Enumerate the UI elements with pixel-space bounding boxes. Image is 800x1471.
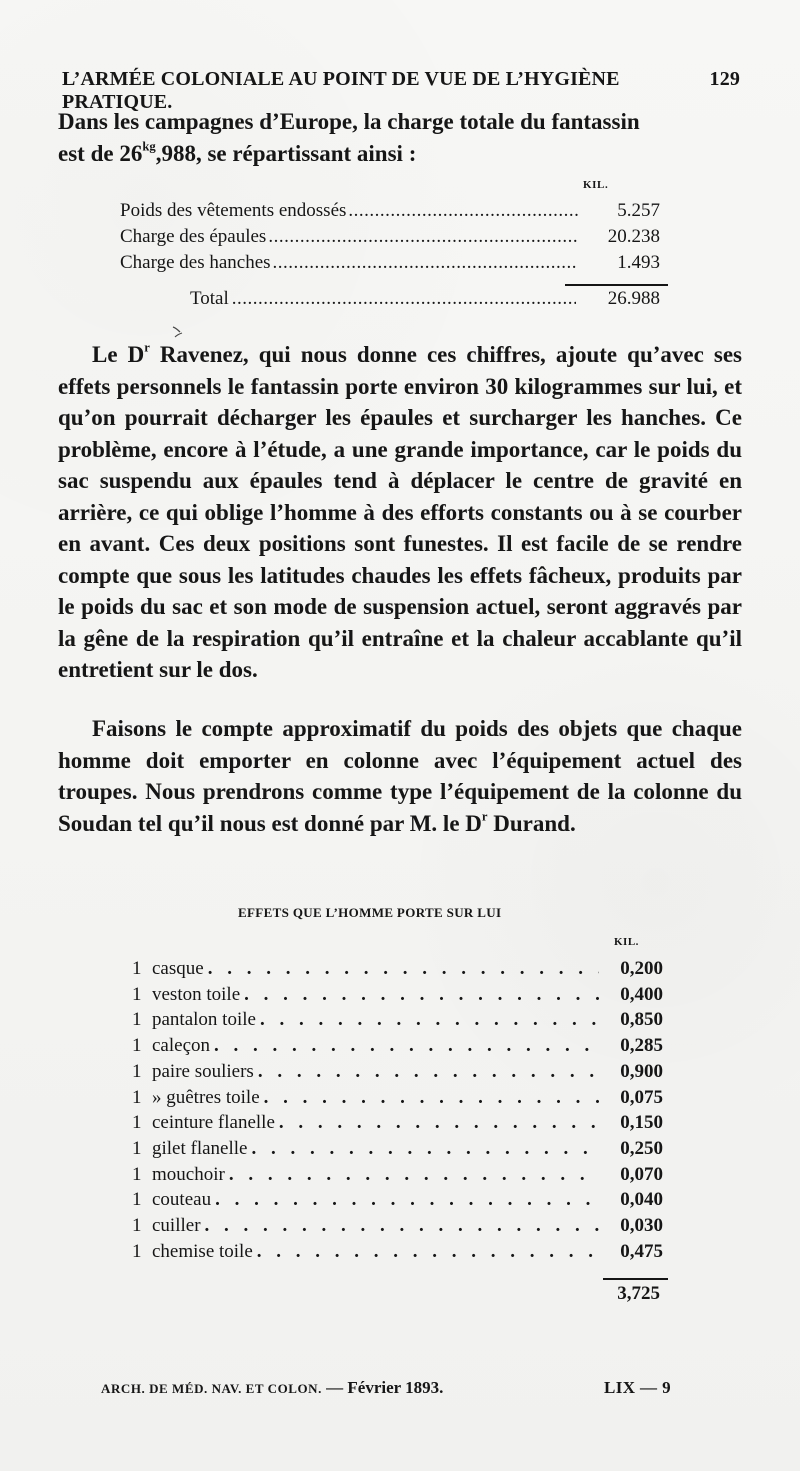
item-weight: 0,030 [620, 1215, 663, 1236]
item-weight: 0,900 [620, 1060, 663, 1082]
load-label: Charge des épaules [120, 226, 267, 247]
load-label: Poids des vêtements endossés [120, 200, 347, 221]
item-row [132, 1112, 663, 1137]
item-row [132, 1164, 663, 1189]
item-row [132, 984, 663, 1009]
intro-line-2-end: ,988, se répartissant ainsi : [155, 140, 417, 166]
item-quantity: 1 [132, 1163, 142, 1185]
load-row [120, 226, 660, 254]
item-quantity: 1 [132, 1189, 142, 1211]
leader-dots [232, 288, 576, 310]
leader-dots [258, 1061, 599, 1083]
leader-dots [214, 1035, 599, 1057]
item-weight: 0,285 [620, 1035, 663, 1057]
item-weight: 0,040 [620, 1189, 663, 1211]
page-footer [101, 1378, 671, 1398]
leader-dots [229, 1164, 599, 1186]
item-label: gilet flanelle [152, 1137, 248, 1159]
item-row [132, 1035, 663, 1060]
load-label: Charge des hanches [120, 252, 271, 273]
item-label: chemise toile [152, 1240, 253, 1262]
load-total-row [190, 288, 660, 310]
leader-dots [208, 958, 599, 980]
paragraph-ravenez-rest: Ravenez, qui nous donne ces chiffres, ajoute qu’avec ses effets personnels le fantassin porte environ 30 kilogrammes sur lui, et qu’on pourrait décharger les épaules et surcharger les hanches. Ce problème, encore à l’étude, a une grande importance, car le poids du sac suspendu aux épaules tend à déplacer le centre de gravité en arrière, ce qui oblige l’homme à des efforts constants ou à se courber en avant. Ces deux positions sont funestes. Il est facile de se rendre compte que sous les latitudes chaudes les effets fâcheux, produits par le poids du sac et son mode de suspension actuel, seront aggravés par la gêne de la respiration qu’il entraîne et la chaleur accablante qu’il entretient sur le dos. [58, 342, 742, 682]
item-quantity: 1 [132, 1035, 142, 1057]
item-row [132, 1241, 663, 1266]
load-unit-header: KIL. [583, 179, 609, 191]
volume-page: LIX — 9 [603, 1378, 671, 1397]
leader-dots [268, 226, 578, 248]
item-weight: 0,150 [620, 1112, 663, 1134]
intro-line-1: Dans les campagnes d’Europe, la charge totale du fantassin [58, 109, 640, 134]
leader-dots [251, 1138, 599, 1160]
items-unit-header: KIL. [614, 936, 639, 948]
running-title: L’ARMÉE COLONIALE AU POINT DE VUE DE L’HYGIÈNE PRATIQUE. [62, 68, 620, 113]
item-weight: 0,200 [620, 958, 663, 979]
doctor-superscript: r [481, 808, 488, 823]
item-weight: 0,070 [620, 1163, 663, 1185]
leader-dots [264, 1087, 599, 1109]
item-quantity: 1 [132, 1086, 142, 1108]
paragraph-ravenez-start: Le D [92, 342, 145, 367]
item-label: paire souliers [152, 1060, 254, 1082]
ink-mark-icon [171, 325, 184, 339]
item-weight: 0,475 [620, 1240, 663, 1262]
item-label: pantalon toile [152, 1009, 256, 1031]
publication-date: — Février 1893. [326, 1378, 444, 1397]
items-table-title: EFFETS QUE L’HOMME PORTE SUR LUI [238, 905, 502, 920]
intro-line-2-start: est de 26 [58, 140, 143, 166]
leader-dots [244, 984, 599, 1006]
footer-citation [101, 1378, 443, 1398]
leader-dots [279, 1112, 599, 1134]
item-label: ceinture flanelle [152, 1112, 275, 1134]
leader-dots [273, 252, 578, 274]
body-paragraph-compte [58, 713, 742, 839]
kilogram-superscript: kg [142, 138, 156, 153]
load-value: 1.493 [617, 252, 660, 273]
item-label: mouchoir [152, 1163, 225, 1185]
doctor-superscript: r [144, 340, 150, 355]
item-quantity: 1 [132, 958, 142, 979]
load-total-value: 26.988 [607, 288, 660, 309]
item-quantity: 1 [132, 1240, 142, 1262]
item-label: caleçon [152, 1035, 211, 1057]
item-row [132, 1215, 663, 1240]
paragraph-compte-end: Durand. [487, 810, 576, 836]
item-label: cuiller [152, 1215, 201, 1236]
page-number: 129 [709, 68, 740, 90]
item-weight: 0,400 [620, 983, 663, 1005]
load-row [120, 200, 660, 228]
item-weight: 0,850 [620, 1009, 663, 1031]
item-weight: 0,250 [620, 1137, 663, 1159]
leader-dots [205, 1215, 599, 1237]
item-quantity: 1 [132, 1137, 142, 1159]
item-quantity: 1 [132, 1112, 142, 1134]
load-value: 20.238 [607, 226, 660, 247]
items-total-value: 3,725 [617, 1283, 660, 1304]
item-label: veston toile [152, 983, 241, 1005]
intro-paragraph [58, 106, 742, 169]
item-label: casque [152, 958, 204, 979]
item-label: » guêtres toile [152, 1086, 260, 1108]
item-row [132, 1087, 663, 1112]
paragraph-compte-start: Faisons le compte approximatif du poids des objets que chaque homme doit emporter en colonne avec l’équipement actuel des troupes. Nous prendrons comme type l’équipement de la colonne du Soudan tel qu’il nous est donné par M. le D [58, 716, 742, 836]
load-total-rule [565, 284, 668, 286]
item-quantity: 1 [132, 983, 142, 1005]
load-total-label: Total [190, 288, 229, 309]
item-row [132, 1138, 663, 1163]
load-value: 5.257 [617, 200, 660, 221]
body-paragraph-ravenez [58, 339, 742, 686]
items-total-rule [603, 1278, 668, 1280]
item-row [132, 1189, 663, 1214]
item-quantity: 1 [132, 1215, 142, 1236]
item-row [132, 1061, 663, 1086]
leader-dots [257, 1241, 599, 1263]
item-row [132, 1009, 663, 1034]
leader-dots [260, 1009, 599, 1031]
leader-dots [215, 1189, 599, 1211]
item-label: couteau [152, 1189, 212, 1211]
leader-dots [348, 200, 578, 222]
item-row [132, 958, 663, 983]
load-row [120, 252, 660, 280]
item-quantity: 1 [132, 1060, 142, 1082]
journal-source: ARCH. DE MÉD. NAV. ET COLON. [101, 1381, 322, 1396]
item-quantity: 1 [132, 1009, 142, 1031]
item-weight: 0,075 [620, 1086, 663, 1108]
